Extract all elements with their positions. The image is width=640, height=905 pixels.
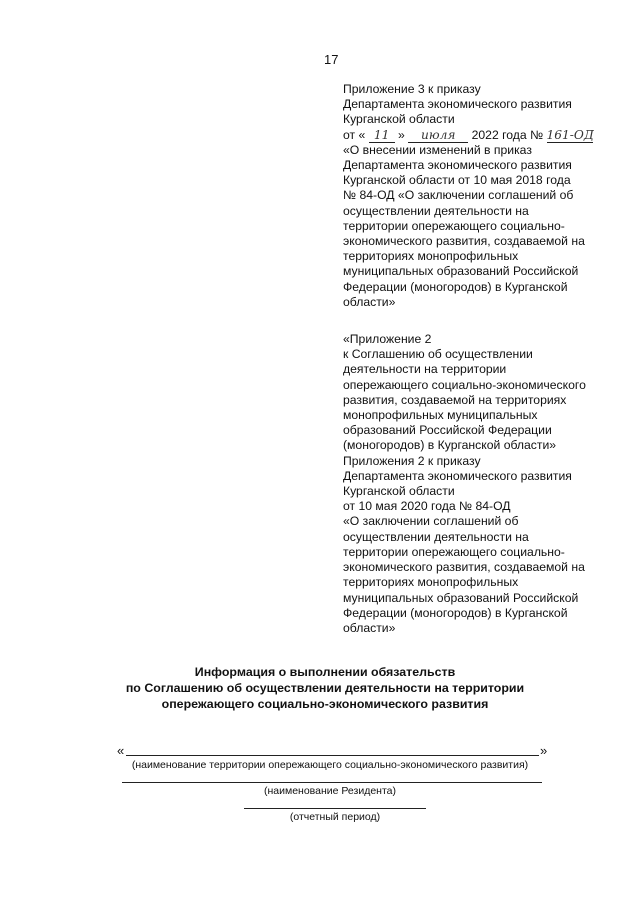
amendment-line: муниципальных образований Российской [343, 264, 579, 279]
territory-name-line [126, 755, 539, 756]
title-line: по Соглашению об осуществлении деятельности на территории [125, 681, 525, 695]
amendment-line: Департамента экономического развития [343, 158, 572, 173]
title-line: опережающего социально-экономического развития [161, 697, 489, 711]
annex2-line: муниципальных образований Российской [343, 590, 579, 605]
annex2-line: территории опережающего социально- [343, 544, 565, 559]
page-number: 17 [324, 52, 339, 67]
annex2-line: Департамента экономического развития [343, 468, 572, 483]
amendment-line: экономического развития, создаваемой на [343, 234, 585, 249]
annex2-line: образований Российской Федерации [343, 423, 552, 438]
year-text: 2022 года № [471, 127, 544, 142]
appendix-header-block [343, 82, 618, 636]
annex2-line: области» [343, 620, 396, 635]
amendment-line: области» [343, 294, 396, 309]
date-mid: » [398, 127, 405, 142]
annex2-line: «О заключении соглашений об [343, 514, 519, 529]
annex2-block [343, 332, 618, 636]
annex2-line: «Приложение 2 [343, 332, 432, 347]
resident-caption: (наименование Резидента) [263, 785, 397, 797]
order-date-line [343, 128, 618, 143]
amendment-title-block [343, 143, 618, 310]
annex2-line: Федерации (моногородов) в Курганской [343, 605, 568, 620]
annex2-line: Приложения 2 к приказу [343, 453, 481, 468]
amendment-line: № 84-ОД «О заключении соглашений об [343, 188, 574, 203]
annex2-line: деятельности на территории [343, 362, 507, 377]
period-caption: (отчетный период) [289, 811, 381, 823]
territory-caption: (наименование территории опережающего социально-экономического развития) [131, 759, 529, 771]
amendment-line: территориях монопрофильных [343, 249, 519, 264]
document-title [90, 664, 560, 712]
appendix-header-line: Департамента экономического развития [343, 97, 572, 112]
annex2-line: территориях монопрофильных [343, 575, 519, 590]
opening-quote: « [117, 743, 125, 758]
annex2-line: от 10 мая 2020 года № 84-ОД [343, 499, 511, 514]
title-line: Информация о выполнении обязательств [194, 665, 456, 679]
resident-name-line [122, 782, 542, 783]
amendment-line: «О внесении изменений в приказ [343, 142, 532, 157]
handwritten-order-number: 161-ОД [546, 127, 594, 142]
annex2-line: (моногородов) в Курганской области» [343, 438, 557, 453]
handwritten-day: 11 [369, 129, 395, 143]
handwritten-month: июля [408, 129, 468, 143]
annex2-line: осуществлении деятельности на [343, 529, 529, 544]
date-prefix: от « [343, 127, 366, 142]
amendment-line: Курганской области от 10 мая 2018 года [343, 173, 571, 188]
annex2-line: Курганской области [343, 484, 455, 499]
annex2-line: к Соглашению об осуществлении [343, 347, 533, 362]
amendment-line: осуществлении деятельности на [343, 203, 529, 218]
period-line [244, 808, 426, 809]
annex2-line: опережающего социально-экономического [343, 377, 586, 392]
annex2-line: развития, создаваемой на территориях [343, 392, 567, 407]
closing-quote: » [540, 743, 548, 758]
appendix-header-line: Курганской области [343, 112, 455, 127]
amendment-line: территории опережающего социально- [343, 218, 565, 233]
appendix-header-line: Приложение 3 к приказу [343, 82, 481, 96]
annex2-line: монопрофильных муниципальных [343, 408, 538, 423]
amendment-line: Федерации (моногородов) в Курганской [343, 279, 568, 294]
annex2-line: экономического развития, создаваемой на [343, 560, 585, 575]
